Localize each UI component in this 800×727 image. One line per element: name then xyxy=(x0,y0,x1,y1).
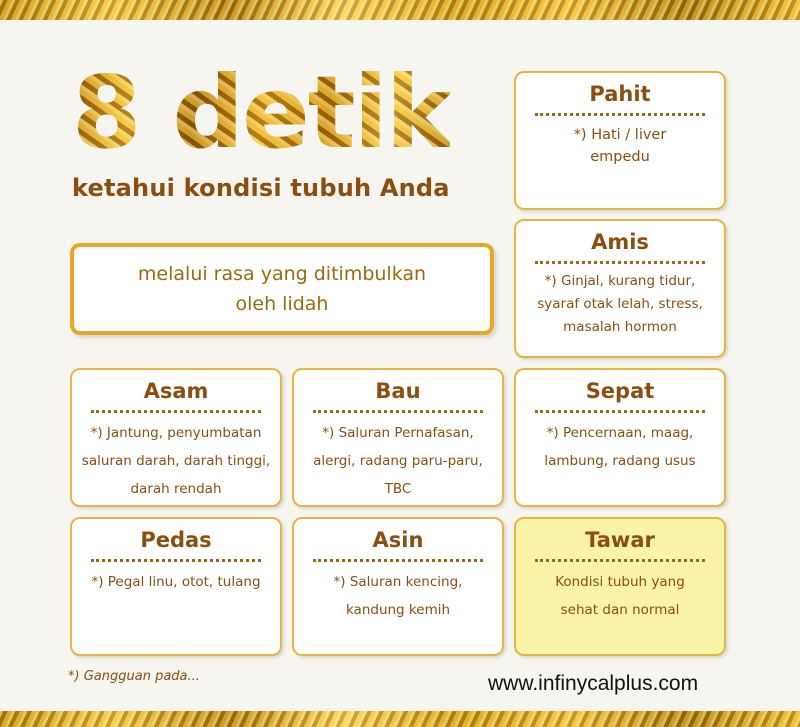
card-title-pedas: Pedas xyxy=(140,528,212,552)
card-line: alergi, radang paru-paru, xyxy=(313,453,483,469)
card-line: *) Ginjal, kurang tidur, xyxy=(544,273,696,289)
card-line: Kondisi tubuh yang xyxy=(555,574,685,590)
card-line: *) Saluran Pernafasan, xyxy=(322,425,474,441)
card-pahit xyxy=(514,71,726,210)
card-asam xyxy=(70,368,282,507)
card-body-tawar xyxy=(516,562,724,624)
intro-box xyxy=(70,243,494,335)
card-title-tawar: Tawar xyxy=(585,528,655,552)
footnote: *) Gangguan pada... xyxy=(68,669,200,684)
intro-text xyxy=(112,259,452,319)
card-body-asam xyxy=(72,413,280,503)
card-line: TBC xyxy=(384,481,412,497)
card-line: saluran darah, darah tinggi, xyxy=(81,453,271,469)
card-title-amis: Amis xyxy=(591,230,649,254)
card-title-asam: Asam xyxy=(143,379,209,403)
card-line: syaraf otak lelah, stress, xyxy=(537,296,703,312)
card-body-amis xyxy=(516,264,724,339)
card-line: *) Jantung, penyumbatan xyxy=(90,425,262,441)
card-title-pahit: Pahit xyxy=(589,82,651,106)
card-body-sepat xyxy=(516,413,724,475)
intro-line-1: melalui rasa yang ditimbulkan xyxy=(137,263,427,285)
headline-subtitle: ketahui kondisi tubuh Anda xyxy=(72,174,450,202)
intro-line-2: oleh lidah xyxy=(235,293,329,315)
card-sepat xyxy=(514,368,726,507)
card-line: masalah hormon xyxy=(563,319,677,335)
card-line: empedu xyxy=(590,149,650,165)
card-body-pahit xyxy=(516,116,724,168)
card-pedas xyxy=(70,517,282,656)
card-line: kandung kemih xyxy=(345,602,451,618)
card-line: darah rendah xyxy=(130,481,222,497)
headline-title: 8 detik xyxy=(72,54,451,171)
card-body-pedas xyxy=(72,562,280,596)
card-asin xyxy=(292,517,504,656)
card-line: *) Pencernaan, maag, xyxy=(546,425,694,441)
card-body-bau xyxy=(294,413,502,503)
card-bau xyxy=(292,368,504,507)
card-line: *) Saluran kencing, xyxy=(333,574,463,590)
gold-border-top xyxy=(0,0,800,20)
card-title-bau: Bau xyxy=(375,379,421,403)
card-body-asin xyxy=(294,562,502,624)
website-url: www.infinycalplus.com xyxy=(488,672,699,695)
card-line: *) Hati / liver xyxy=(573,127,667,143)
card-line: *) Pegal linu, otot, tulang xyxy=(91,574,261,590)
card-tawar xyxy=(514,517,726,656)
card-line: sehat dan normal xyxy=(560,602,680,618)
card-line: lambung, radang usus xyxy=(544,453,696,469)
card-amis xyxy=(514,219,726,358)
card-title-asin: Asin xyxy=(372,528,424,552)
card-title-sepat: Sepat xyxy=(585,379,655,403)
gold-border-bottom xyxy=(0,711,800,727)
